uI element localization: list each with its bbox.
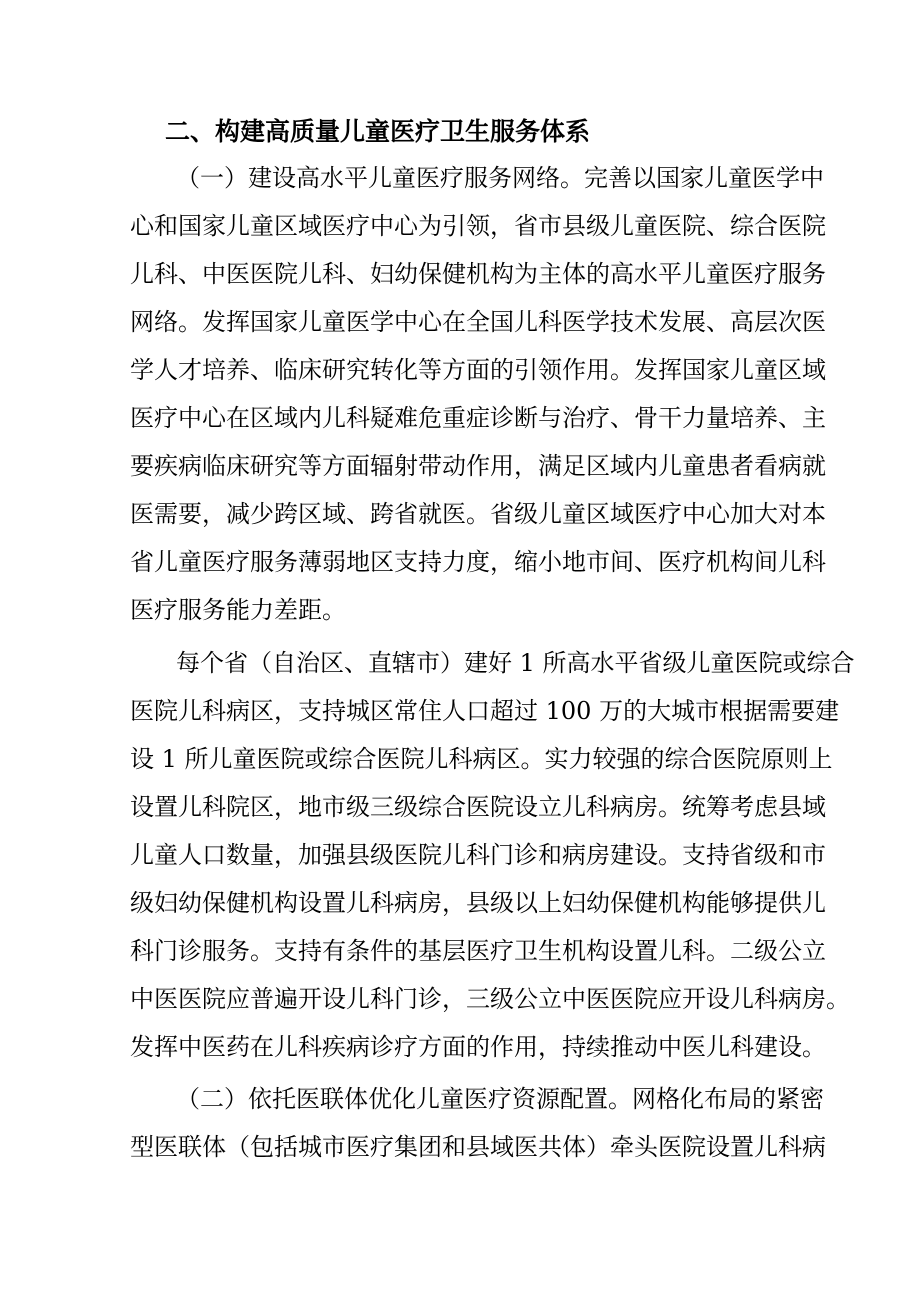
paragraph-line: （一）建设高水平儿童医疗服务网络。完善以国家儿童医学中: [176, 164, 824, 192]
paragraph-line: 儿科、中医医院儿科、妇幼保健机构为主体的高水平儿童医疗服务: [130, 260, 826, 288]
paragraph-line: 医院儿科病区，支持城区常住人口超过 100 万的大城市根据需要建: [130, 697, 840, 725]
paragraph-line: （二）依托医联体优化儿童医疗资源配置。网格化布局的紧密: [176, 1085, 824, 1113]
paragraph-line: 发挥中医药在儿科疾病诊疗方面的作用，持续推动中医儿科建设。: [130, 1033, 826, 1061]
section-heading: 二、构建高质量儿童医疗卫生服务体系: [165, 117, 591, 146]
paragraph-line: 科门诊服务。支持有条件的基层医疗卫生机构设置儿科。二级公立: [130, 937, 826, 965]
paragraph-line: 心和国家儿童区域医疗中心为引领，省市县级儿童医院、综合医院: [130, 212, 826, 240]
paragraph-line: 省儿童医疗服务薄弱地区支持力度，缩小地市间、医疗机构间儿科: [130, 548, 826, 576]
paragraph-line: 级妇幼保健机构设置儿科病房，县级以上妇幼保健机构能够提供儿: [130, 889, 826, 917]
paragraph-line: 医疗中心在区域内儿科疑难危重症诊断与治疗、骨干力量培养、主: [130, 404, 826, 432]
paragraph-line: 设置儿科院区，地市级三级综合医院设立儿科病房。统筹考虑县域: [130, 793, 826, 821]
paragraph-line: 要疾病临床研究等方面辐射带动作用，满足区域内儿童患者看病就: [130, 452, 826, 480]
paragraph-line: 设 1 所儿童医院或综合医院儿科病区。实力较强的综合医院原则上: [130, 745, 833, 773]
paragraph-line: 中医医院应普遍开设儿科门诊，三级公立中医医院应开设儿科病房。: [130, 985, 850, 1013]
paragraph-line: 学人才培养、临床研究转化等方面的引领作用。发挥国家儿童区域: [130, 356, 826, 384]
paragraph-line: 网络。发挥国家儿童医学中心在全国儿科医学技术发展、高层次医: [130, 308, 826, 336]
paragraph-line: 儿童人口数量，加强县级医院儿科门诊和病房建设。支持省级和市: [130, 841, 826, 869]
paragraph-line: 医需要，减少跨区域、跨省就医。省级儿童区域医疗中心加大对本: [130, 500, 826, 528]
paragraph-line: 型医联体（包括城市医疗集团和县域医共体）牵头医院设置儿科病: [130, 1133, 826, 1161]
paragraph-line: 医疗服务能力差距。: [130, 596, 346, 624]
paragraph-line: 每个省（自治区、直辖市）建好 1 所高水平省级儿童医院或综合: [176, 649, 855, 677]
